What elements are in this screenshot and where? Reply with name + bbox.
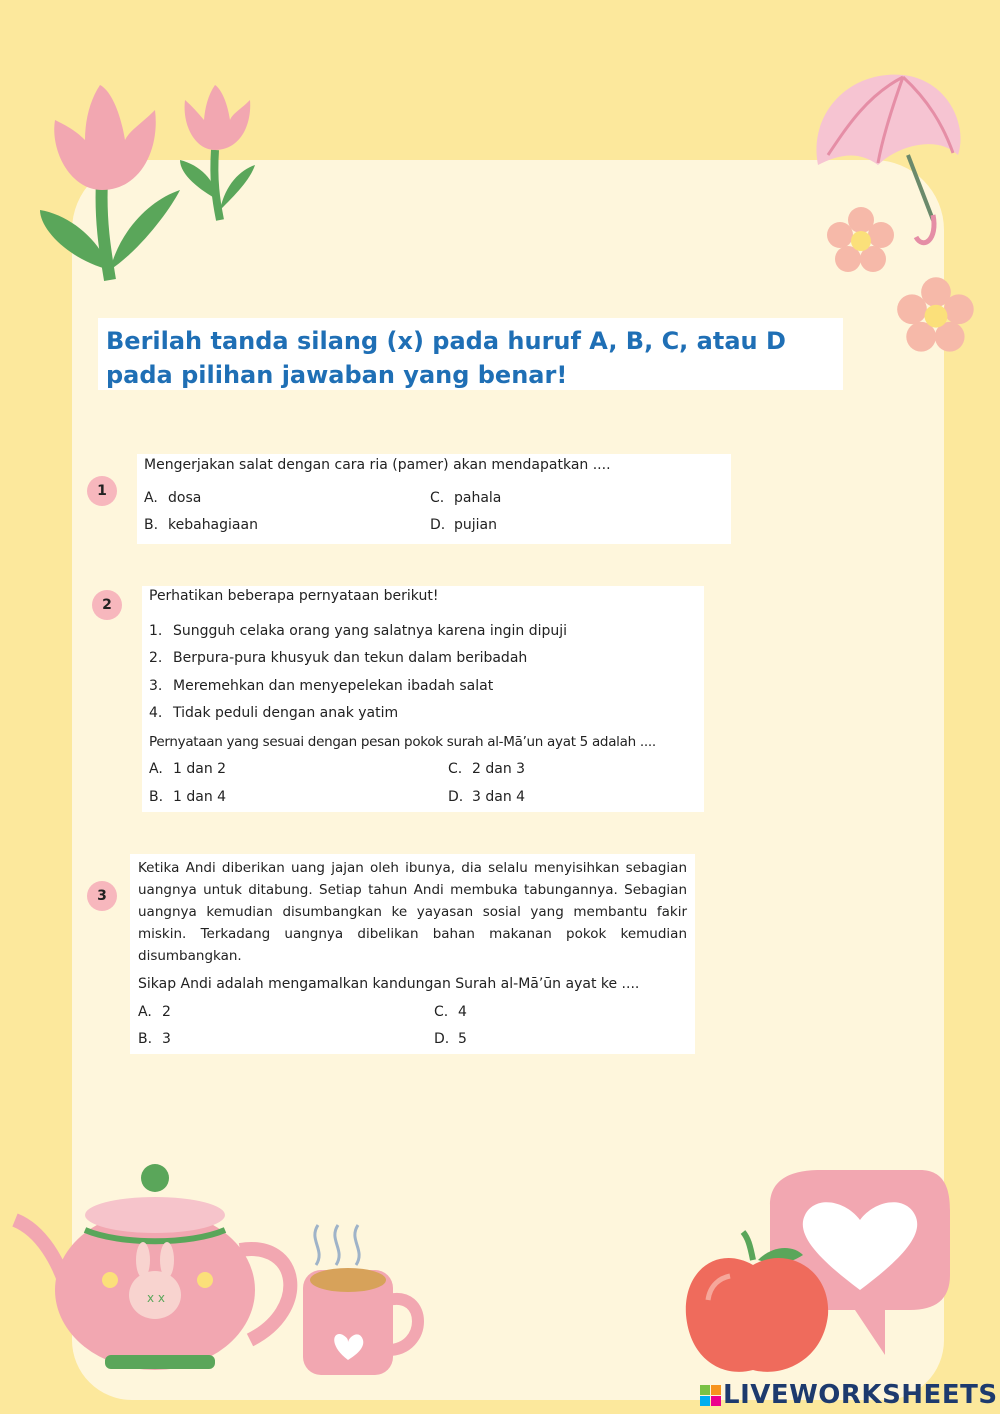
- liveworksheets-logo: [700, 1380, 998, 1410]
- option-a[interactable]: A. dosa: [144, 490, 202, 506]
- svg-text:x x: x x: [147, 1291, 166, 1305]
- statement-item: 4. Tidak peduli dengan anak yatim: [149, 705, 399, 721]
- statement-item: 1. Sungguh celaka orang yang salatnya karena ingin dipuji: [149, 623, 568, 639]
- question-number-badge: 1: [87, 476, 117, 506]
- question-1-box: [137, 454, 731, 544]
- question-stem: Sikap Andi adalah mengamalkan kandungan Surah al-Mā’ūn ayat ke ....: [138, 976, 640, 992]
- question-stem: Pernyataan yang sesuai dengan pesan pokok surah al-Mā’un ayat 5 adalah ....: [149, 734, 656, 750]
- statement-item: 3. Meremehkan dan menyepelekan ibadah salat: [149, 678, 494, 694]
- instruction-text: Berilah tanda silang (x) pada huruf A, B, C, atau D pada pilihan jawaban yang benar!: [106, 327, 786, 389]
- teapot-illustration: [10, 1160, 310, 1380]
- tulip-illustration: [30, 80, 270, 290]
- option-b[interactable]: B. 1 dan 4: [149, 789, 227, 805]
- option-a[interactable]: A. 2: [138, 1004, 171, 1020]
- question-2-box: [142, 586, 704, 812]
- option-c[interactable]: C. 4: [434, 1004, 467, 1020]
- option-d[interactable]: D. 5: [434, 1031, 467, 1047]
- option-d[interactable]: D. pujian: [430, 517, 497, 533]
- option-b[interactable]: B. kebahagiaan: [144, 517, 258, 533]
- option-d[interactable]: D. 3 dan 4: [448, 789, 526, 805]
- question-number-badge: 3: [87, 881, 117, 911]
- apple-illustration: [678, 1230, 838, 1380]
- question-stem: Mengerjakan salat dengan cara ria (pamer) akan mendapatkan ....: [144, 457, 611, 473]
- liveworksheets-icon: [700, 1385, 721, 1406]
- statement-item: 2. Berpura-pura khusyuk dan tekun dalam beribadah: [149, 650, 528, 666]
- question-passage: Ketika Andi diberikan uang jajan oleh ibunya, dia selalu menyisihkan sebagian uangnya untuk ditabung. Setiap tahun Andi membuka tabungannya. Sebagian uangnya kemudian disumbangkan ke yayasan sosial yang membantu fakir miskin. Terkadang uangnya dibelikan bahan makanan pokok kemudian disumbangkan.: [138, 860, 687, 964]
- option-c[interactable]: C. pahala: [430, 490, 502, 506]
- flower-illustration: [826, 205, 896, 275]
- brand-text: LIVEWORKSHEETS: [723, 1380, 998, 1410]
- flower-illustration: [896, 275, 976, 355]
- question-number-badge: 2: [92, 590, 122, 620]
- option-a[interactable]: A. 1 dan 2: [149, 761, 227, 777]
- instruction-box: [98, 318, 843, 390]
- option-b[interactable]: B. 3: [138, 1031, 171, 1047]
- option-c[interactable]: C. 2 dan 3: [448, 761, 526, 777]
- question-intro: Perhatikan beberapa pernyataan berikut!: [149, 588, 439, 604]
- mug-illustration: [298, 1220, 428, 1380]
- question-3-box: [130, 854, 695, 1054]
